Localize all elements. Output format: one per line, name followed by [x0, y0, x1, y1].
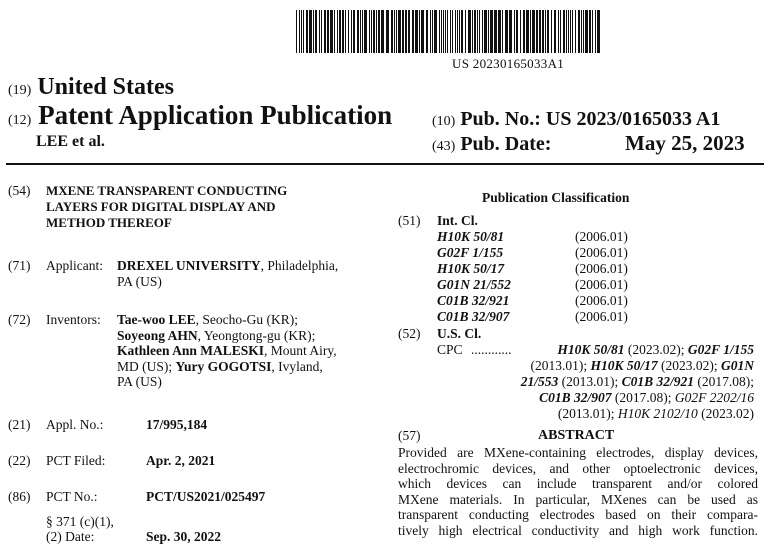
barcode-bar — [498, 10, 501, 53]
barcode-bar — [465, 10, 466, 53]
barcode-bar — [494, 10, 497, 53]
barcode-bar — [330, 10, 333, 53]
barcode-bar — [595, 10, 596, 53]
barcode-bar — [583, 10, 584, 53]
int-cl-code: C01B 32/921 — [437, 293, 510, 308]
barcode — [296, 10, 601, 53]
barcode-bar — [516, 10, 518, 53]
inventor-name: Soyeong AHN — [117, 327, 198, 343]
barcode-bar — [364, 10, 367, 53]
barcode-bar — [394, 10, 395, 53]
cpc-dots: ............ — [471, 342, 512, 357]
barcode-bar — [592, 10, 593, 53]
pct-no-label: PCT No.: — [46, 489, 98, 504]
int-cl-date: (2006.01) — [575, 261, 628, 276]
barcode-bar — [554, 10, 556, 53]
barcode-bar — [351, 10, 352, 53]
barcode-bar — [430, 10, 431, 53]
pub-date-line — [432, 133, 551, 156]
code-71: (71) — [8, 258, 31, 273]
inventor-name: Tae-woo LEE — [117, 312, 196, 327]
barcode-bar — [530, 10, 531, 53]
int-cl-date: (2006.01) — [575, 309, 628, 324]
barcode-bar — [502, 10, 503, 53]
pub-date-label: Pub. Date: — [460, 133, 552, 155]
cpc-line — [521, 374, 754, 390]
title-line: LAYERS FOR DIGITAL DISPLAY AND — [46, 199, 276, 214]
barcode-bar — [457, 10, 458, 53]
appl-no: 17/995,184 — [146, 417, 208, 432]
cpc-date: (2023.02) — [697, 406, 754, 421]
header-rule — [6, 163, 764, 165]
cpc-code: G02F 1/155 — [687, 342, 754, 357]
code-43: (43) — [432, 139, 456, 154]
cpc-date: (2013.01); — [530, 358, 591, 373]
barcode-bar — [572, 10, 573, 53]
abstract-text — [398, 445, 758, 539]
barcode-bar — [408, 10, 410, 53]
pub-no: US 2023/0165033 A1 — [545, 108, 721, 130]
cpc-code: H10K 2102/10 — [617, 406, 698, 421]
barcode-bar — [342, 10, 344, 53]
cpc-line — [557, 342, 754, 358]
barcode-bar — [568, 10, 569, 53]
barcode-bar — [337, 10, 338, 53]
barcode-bar — [348, 10, 349, 53]
inventors-label: Inventors: — [46, 312, 101, 327]
abstract-heading: ABSTRACT — [538, 428, 615, 443]
applicant-state: PA (US) — [117, 273, 162, 289]
doc-type: Patent Application Publication — [38, 100, 393, 130]
cpc-date: (2023.02); — [624, 342, 688, 357]
barcode-bar — [597, 10, 600, 53]
barcode-bar — [558, 10, 559, 53]
barcode-bar — [376, 10, 377, 53]
barcode-bar — [581, 10, 582, 53]
barcode-bar — [570, 10, 571, 53]
cpc-line — [530, 358, 754, 374]
title-line: METHOD THEREOF — [46, 215, 172, 230]
barcode-bar — [391, 10, 393, 53]
barcode-bar — [484, 10, 487, 53]
code-19: (19) — [8, 83, 32, 98]
barcode-bar — [405, 10, 407, 53]
pct-no: PCT/US2021/025497 — [146, 489, 266, 504]
barcode-bar — [303, 10, 304, 53]
barcode-bar — [396, 10, 397, 53]
barcode-bar — [415, 10, 418, 53]
barcode-bar — [472, 10, 473, 53]
barcode-bar — [441, 10, 442, 53]
barcode-bar — [479, 10, 480, 53]
title-line: MXENE TRANSPARENT CONDUCTING — [46, 183, 288, 198]
cpc-code: H10K 50/17 — [590, 358, 658, 373]
cpc-code: H10K 50/81 — [557, 342, 625, 357]
barcode-bar — [319, 10, 320, 53]
barcode-bar — [434, 10, 437, 53]
inventor-location: PA (US) — [117, 374, 162, 389]
inventor-location: , Ivyland, — [271, 358, 323, 374]
barcode-bar — [560, 10, 561, 53]
s371-date: Sep. 30, 2022 — [146, 529, 222, 544]
cpc-date: (2013.01); — [557, 406, 618, 421]
barcode-bar — [551, 10, 552, 53]
code-21: (21) — [8, 417, 31, 432]
barcode-bar — [490, 10, 493, 53]
pub-no-line — [432, 108, 720, 131]
barcode-bar — [477, 10, 478, 53]
barcode-bar — [369, 10, 370, 53]
barcode-bar — [474, 10, 476, 53]
int-cl-code: C01B 32/907 — [437, 309, 510, 324]
pub-no-label: Pub. No.: — [460, 108, 541, 130]
barcode-bar — [378, 10, 380, 53]
barcode-bar — [309, 10, 312, 53]
barcode-bar — [547, 10, 549, 53]
code-10: (10) — [432, 114, 456, 129]
cpc-date: (2023.02); — [657, 358, 721, 373]
cpc-date: (2017.08); — [694, 374, 754, 389]
inventor-name: Kathleen Ann MALESKI — [117, 343, 265, 358]
barcode-bar — [447, 10, 448, 53]
inventor-location: , Yeongtong-gu (KR); — [197, 327, 316, 343]
code-57: (57) — [398, 428, 421, 443]
int-cl-date: (2006.01) — [575, 293, 628, 308]
cpc-code: G02F 2202/16 — [674, 390, 754, 405]
barcode-bar — [373, 10, 375, 53]
barcode-bar — [461, 10, 463, 53]
barcode-bar — [455, 10, 456, 53]
cpc-code: G01N — [721, 358, 754, 373]
barcode-bar — [523, 10, 525, 53]
int-cl-date: (2006.01) — [575, 277, 628, 292]
barcode-bar — [345, 10, 346, 53]
barcode-bar — [520, 10, 521, 53]
s371-label: § 371 (c)(1), — [46, 514, 114, 529]
barcode-bar — [450, 10, 451, 53]
barcode-bar — [381, 10, 384, 53]
int-cl-date: (2006.01) — [575, 229, 628, 244]
barcode-bar — [563, 10, 565, 53]
barcode-bar — [452, 10, 453, 53]
barcode-bar — [505, 10, 508, 53]
title — [46, 183, 287, 231]
abstract-line: which devices can include transparent and/or colored — [398, 476, 758, 492]
barcode-bar — [299, 10, 300, 53]
s371-date-label: (2) Date: — [46, 529, 95, 544]
int-cl-date: (2006.01) — [575, 245, 628, 260]
applicant-name: DREXEL UNIVERSITY — [117, 258, 261, 273]
cpc-code: C01B 32/921 — [621, 374, 694, 389]
barcode-bar — [353, 10, 355, 53]
barcode-number: US 20230165033A1 — [452, 56, 565, 71]
barcode-bar — [514, 10, 515, 53]
abstract-line: tively high electrical conductivity and high work function. — [398, 522, 758, 538]
barcode-bar — [306, 10, 308, 53]
int-cl-code: G02F 1/155 — [437, 245, 504, 260]
barcode-bar — [542, 10, 544, 53]
barcode-bar — [362, 10, 363, 53]
barcode-bar — [426, 10, 428, 53]
barcode-bar — [321, 10, 322, 53]
doc-type-line — [8, 100, 392, 131]
barcode-bar — [589, 10, 591, 53]
barcode-bar — [296, 10, 297, 53]
cpc-line — [558, 406, 754, 422]
barcode-bar — [532, 10, 535, 53]
pct-filed-label: PCT Filed: — [46, 453, 106, 468]
inventor-location: , Seocho-Gu (KR); — [195, 312, 298, 327]
barcode-bar — [468, 10, 471, 53]
authors: LEE et al. — [36, 133, 105, 150]
barcode-bar — [443, 10, 444, 53]
cpc-code: C01B 32/907 — [539, 390, 612, 405]
country-line — [8, 74, 174, 101]
barcode-bar — [301, 10, 302, 53]
barcode-bar — [539, 10, 541, 53]
barcode-bar — [386, 10, 389, 53]
applicant — [117, 258, 338, 289]
cpc-date: (2017.08); — [611, 390, 675, 405]
barcode-bar — [536, 10, 538, 53]
barcode-bar — [398, 10, 401, 53]
code-12: (12) — [8, 113, 32, 128]
us-cl-label: U.S. Cl. — [437, 326, 482, 341]
abstract-line: Provided are MXene-containing electrodes, display devices, — [398, 445, 758, 460]
barcode-bar — [419, 10, 420, 53]
cpc-label: CPC — [437, 342, 463, 357]
barcode-bar — [327, 10, 329, 53]
appl-no-label: Appl. No.: — [46, 417, 104, 432]
cpc-line — [539, 390, 754, 406]
barcode-bar — [421, 10, 424, 53]
barcode-bar — [488, 10, 489, 53]
code-72: (72) — [8, 312, 31, 327]
barcode-bar — [575, 10, 576, 53]
code-22: (22) — [8, 453, 31, 468]
publication-classification-heading: Publication Classification — [482, 190, 630, 205]
inventor-name: Yury GOGOTSI — [175, 358, 272, 374]
pub-date: May 25, 2023 — [625, 131, 745, 155]
barcode-bar — [412, 10, 414, 53]
inventor-location: , Mount Airy, — [264, 343, 337, 358]
int-cl-label: Int. Cl. — [437, 213, 478, 228]
country: United States — [37, 74, 174, 100]
pct-filed-date: Apr. 2, 2021 — [146, 453, 216, 468]
barcode-bar — [445, 10, 446, 53]
barcode-bar — [509, 10, 512, 53]
barcode-bar — [585, 10, 588, 53]
abstract-line: MXene materials. In particular, MXenes can be used as — [398, 491, 758, 507]
barcode-bar — [545, 10, 546, 53]
abstract-line: electrochromic devices, and other optoelectronic devices, — [398, 460, 758, 476]
code-54: (54) — [8, 183, 31, 198]
barcode-bar — [360, 10, 361, 53]
applicant-city: , Philadelphia, — [260, 258, 339, 273]
barcode-bar — [459, 10, 460, 53]
barcode-bar — [339, 10, 341, 53]
inventors — [117, 312, 337, 390]
cpc-date: (2013.01); — [558, 374, 622, 389]
barcode-bar — [566, 10, 567, 53]
cpc-code: 21/553 — [520, 374, 559, 389]
code-86: (86) — [8, 489, 31, 504]
barcode-bar — [402, 10, 404, 53]
code-52: (52) — [398, 326, 421, 341]
barcode-bar — [371, 10, 372, 53]
barcode-bar — [334, 10, 335, 53]
barcode-bar — [432, 10, 433, 53]
barcode-bar — [313, 10, 314, 53]
barcode-bar — [357, 10, 359, 53]
barcode-bar — [439, 10, 440, 53]
int-cl-code: H10K 50/17 — [437, 261, 505, 276]
barcode-bar — [526, 10, 529, 53]
barcode-bar — [482, 10, 483, 53]
barcode-bar — [315, 10, 317, 53]
int-cl-code: G01N 21/552 — [437, 277, 511, 292]
applicant-label: Applicant: — [46, 258, 103, 273]
int-cl-code: H10K 50/81 — [437, 229, 505, 244]
inventor-location: MD (US); — [117, 358, 176, 374]
code-51: (51) — [398, 213, 421, 228]
barcode-bar — [324, 10, 326, 53]
barcode-bar — [578, 10, 580, 53]
abstract-line: transparent conducting electrodes based on their compara- — [398, 507, 758, 523]
